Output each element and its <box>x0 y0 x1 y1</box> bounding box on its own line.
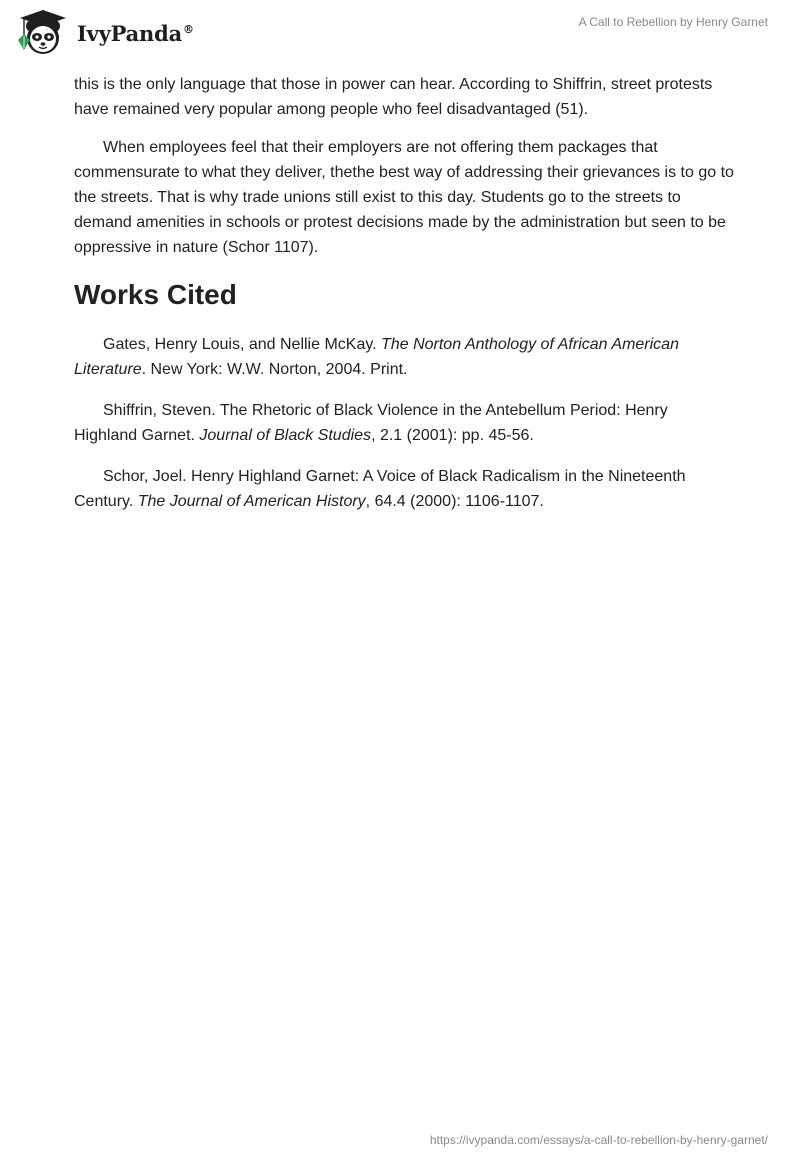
citation-text: . New York: W.W. Norton, 2004. Print. <box>141 361 408 378</box>
source-url[interactable]: https://ivypanda.com/essays/a-call-to-rebellion-by-henry-garnet/ <box>429 1133 768 1147</box>
citation-source-title: Journal of Black Studies <box>199 427 372 444</box>
citation-text: , 64.4 (2000): 1106-1107. <box>365 493 544 510</box>
panda-graduate-icon <box>14 6 72 58</box>
body-paragraph-1: this is the only language that those in power can hear. According to Shiffrin, street protests have remained very popular among people who feel disadvantaged (51). <box>74 76 713 118</box>
logo-wordmark: IvyPanda <box>77 20 183 46</box>
citation-gates <box>74 332 734 382</box>
citation-source-title: The Norton Anthology of African American Literature <box>74 336 679 378</box>
document-title: A Call to Rebellion by Henry Garnet <box>578 15 768 29</box>
citation-text: , 2.1 (2001): pp. 45-56. <box>371 427 534 444</box>
page-header <box>0 0 800 62</box>
body-paragraph-2: When employees feel that their employers are not offering them packages that commensurate to what they deliver, thethe best way of addressing their grievances is to go to the streets. That is why trade unions still exist to this day. Students go to the streets to demand amenities in schools or protest decisions made by the administration but seen to be oppressive in nature (Schor 1107). <box>74 139 734 256</box>
citation-shiffrin <box>74 398 734 448</box>
citation-text: Schor, Joel. Henry Highland Garnet: A Voice of Black Radicalism in the Nineteenth Century. <box>74 468 686 510</box>
works-cited-heading: Works Cited <box>74 279 237 310</box>
citation-text: Gates, Henry Louis, and Nellie McKay. <box>103 336 382 353</box>
citation-text: Shiffrin, Steven. The Rhetoric of Black Violence in the Antebellum Period: Henry Highland Garnet. <box>74 402 668 444</box>
registered-mark: ® <box>183 22 194 36</box>
citation-schor <box>74 464 734 514</box>
essay-content <box>74 72 734 530</box>
citation-source-title: The Journal of American History <box>137 493 366 510</box>
logo-text <box>77 21 194 46</box>
ivypanda-logo[interactable] <box>14 6 194 58</box>
